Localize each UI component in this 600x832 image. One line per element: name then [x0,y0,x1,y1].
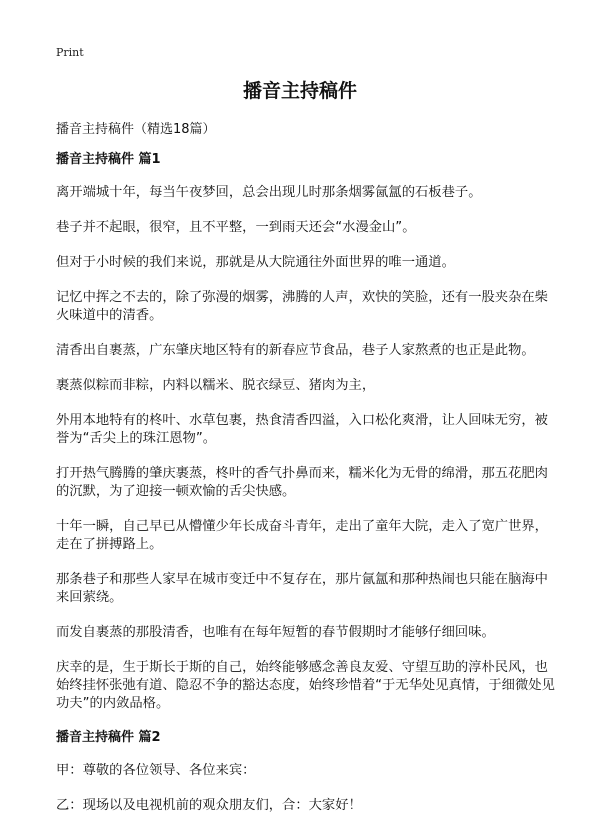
paragraph: 打开热气腾腾的肇庆裹蒸，柊叶的香气扑鼻而来，糯米化为无骨的绵滑，那五花肥肉的沉默，为了迎接一顿欢愉的舌尖快感。 [56,466,548,499]
document-subtitle: 播音主持稿件（精选18篇） [56,122,216,137]
paragraph: 巷子并不起眼，很窄，且不平整，一到雨天还会“水漫金山”。 [56,220,416,235]
paragraph: 甲：尊敬的各位领导、各位来宾： [56,763,256,778]
page-title: 播音主持稿件 [242,80,357,102]
paragraph: 那条巷子和那些人家早在城市变迁中不复存在，那片氤氲和那种热闹也只能在脑海中来回萦绕。 [56,572,548,605]
section-heading: 播音主持稿件 篇2 [56,730,161,745]
paragraph: 外用本地特有的柊叶、水草包裹，热食清香四溢，入口松化爽滑，让人回味无穷，被誉为“舌尖上的珠江恩物”。 [56,413,548,446]
document-body [56,152,556,832]
paragraph: 清香出自裹蒸，广东肇庆地区特有的新春应节食品，巷子人家熬煮的也正是此物。 [56,343,535,358]
paragraph: 而发自裹蒸的那股清香，也唯有在每年短暂的春节假期时才能够仔细回味。 [56,625,495,640]
paragraph: 乙：现场以及电视机前的观众朋友们，合：大家好！ [56,798,362,813]
section-2 [56,730,556,815]
section-1 [56,152,556,713]
paragraph: 记忆中挥之不去的，除了弥漫的烟雾，沸腾的人声，欢快的笑脸，还有一股夹杂在柴火味道中的清香。 [56,290,548,323]
paragraph: 裹蒸似粽而非粽，内料以糯米、脱衣绿豆、猪肉为主， [56,378,376,393]
paragraph: 十年一瞬，自己早已从懵懂少年长成奋斗青年，走出了童年大院，走入了宽广世界，走在了拼搏路上。 [56,519,548,552]
paragraph: 离开端城十年，每当午夜梦回，总会出现儿时那条烟雾氤氲的石板巷子。 [56,185,482,200]
print-link[interactable]: Print [56,46,84,59]
section-heading: 播音主持稿件 篇1 [56,152,161,167]
paragraph: 但对于小时候的我们来说，那就是从大院通往外面世界的唯一通道。 [56,255,455,270]
paragraph: 庆幸的是，生于斯长于斯的自己，始终能够感念善良友爱、守望互助的淳朴民风，也始终挂怀张弛有道、隐忍不争的豁达态度，始终珍惜着“于无华处见真情，于细微处见功夫”的内敛品格。 [56,660,555,711]
